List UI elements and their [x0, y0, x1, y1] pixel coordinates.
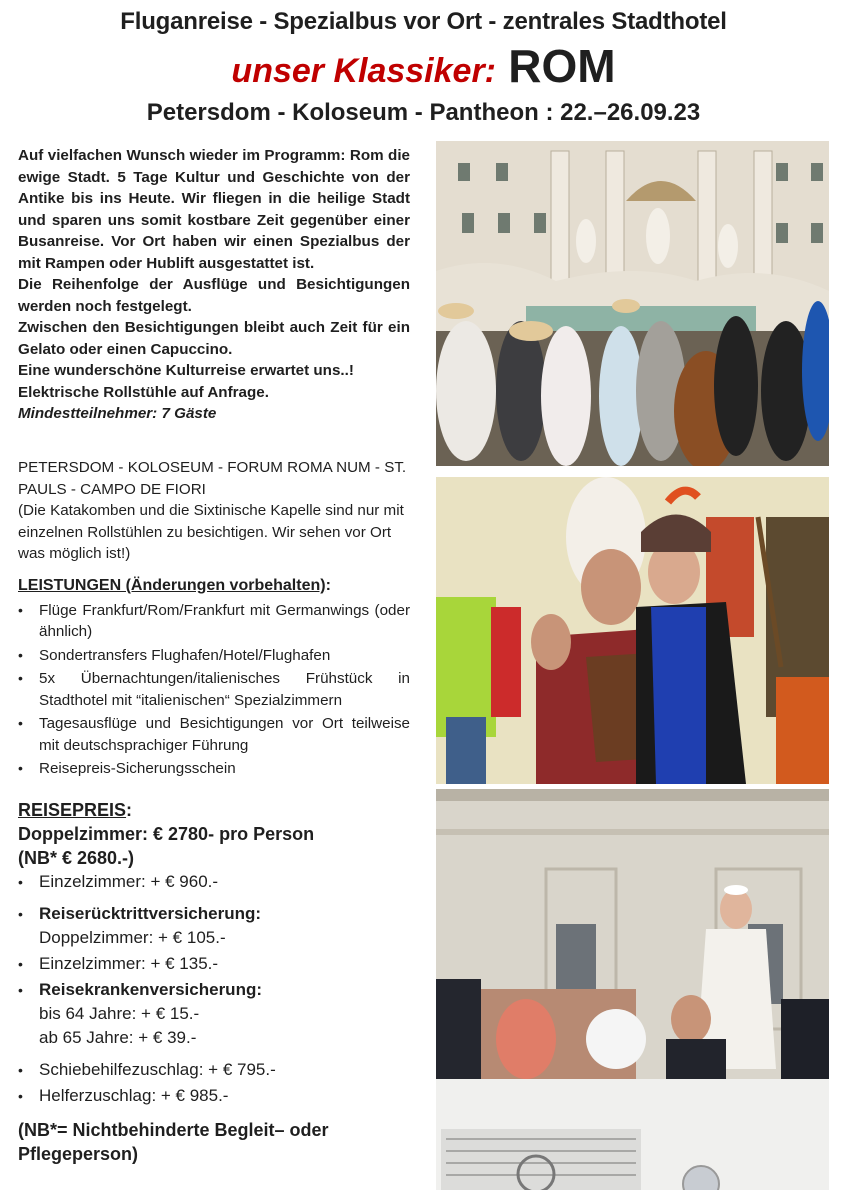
double-room-price: Doppelzimmer: € 2780- pro Person	[18, 824, 315, 844]
sights-list: PETERSDOM - KOLOSEUM - FORUM ROMA NUM - ST. PAULS - CAMPO DE FIORI	[18, 459, 407, 498]
pope-popemobile-image	[436, 789, 829, 1190]
intro-paragraph: Eine wunderschöne Kulturreise erwartet uns..!	[18, 362, 354, 379]
intro-paragraph: Auf vielfachen Wunsch wieder im Programm: Rom die ewige Stadt. 5 Tage Kultur und Geschichte von der Antike bis ins Heute. Wir fliegen in die heilige Stadt und sparen uns somit kostbare Zeit gegenüber einer Busanreise. Vor Ort haben wir einen Spezialbus der mit Rampen oder Hublift ausgestattet ist.	[18, 147, 410, 272]
leistungen-section	[18, 575, 410, 782]
push-help-surcharge: • Schiebehilfezuschlag: + € 795.-	[18, 1058, 410, 1082]
sights-note: (Die Katakomben und die Sixtinische Kapelle sind nur mit einzelnen Rollstühlen zu besichtigen. Wir sehen vor Ort was möglich ist!)	[18, 502, 404, 562]
intro-paragraph: Die Reihenfolge der Ausflüge und Besichtigungen werden noch festgelegt.	[18, 276, 410, 315]
header-dates: Petersdom - Koloseum - Pantheon : 22.–26.09.23	[146, 99, 701, 126]
slogan: unser Klassiker:	[231, 52, 497, 90]
city-name: ROM	[508, 40, 616, 92]
reisepreis-title: REISEPREIS:	[18, 800, 133, 820]
pope-popemobile-photo	[436, 789, 829, 1190]
intro-text	[18, 145, 410, 425]
list-item: • Flüge Frankfurt/Rom/Frankfurt mit Germanwings (oder ähnlich)	[18, 600, 410, 643]
helper-surcharge: • Helferzuschlag: + € 985.-	[18, 1084, 410, 1108]
list-item: • 5x Übernachtungen/italienisches Frühstück in Stadthotel mit “italienischen“ Spezialzimmern	[18, 668, 410, 711]
leistungen-title: LEISTUNGEN (Änderungen vorbehalten):	[18, 577, 331, 594]
reisepreis-section	[18, 798, 410, 1166]
roman-soldier-image	[436, 477, 829, 784]
intro-paragraph: Zwischen den Besichtigungen bleibt auch Zeit für ein Gelato oder einen Capuccino.	[18, 319, 410, 358]
header-title	[0, 40, 847, 97]
trevi-fountain-photo	[436, 141, 829, 466]
list-item: • Sondertransfers Flughafen/Hotel/Flughafen	[18, 645, 410, 667]
single-room-surcharge: • Einzelzimmer: + € 960.-	[18, 870, 410, 894]
footnote: (NB*= Nichtbehinderte Begleit– oder Pflegeperson)	[18, 1120, 329, 1164]
price-list	[18, 870, 410, 1108]
header-subtitle: Fluganreise - Spezialbus vor Ort - zentrales Stadthotel	[120, 8, 727, 35]
intro-paragraph: Elektrische Rollstühle auf Anfrage.	[18, 383, 269, 401]
sights-section	[18, 457, 410, 565]
leistungen-list	[18, 600, 410, 780]
list-item: • Reisepreis-Sicherungsschein	[18, 758, 410, 780]
cancellation-single: • Einzelzimmer: + € 135.-	[18, 952, 410, 976]
min-participants: Mindestteilnehmer: 7 Gäste	[18, 405, 217, 422]
list-item: • Tagesausflüge und Besichtigungen vor Ort teilweise mit deutschsprachiger Führung	[18, 713, 410, 756]
nb-price: (NB* € 2680.-)	[18, 848, 135, 868]
cancellation-insurance: • Reiserücktrittversicherung: Doppelzimmer: + € 105.-	[18, 902, 410, 950]
roman-soldier-photo	[436, 477, 829, 784]
trevi-fountain-image	[436, 141, 829, 466]
health-insurance: • Reisekrankenversicherung: bis 64 Jahre: + € 15.- ab 65 Jahre: + € 39.-	[18, 978, 410, 1050]
